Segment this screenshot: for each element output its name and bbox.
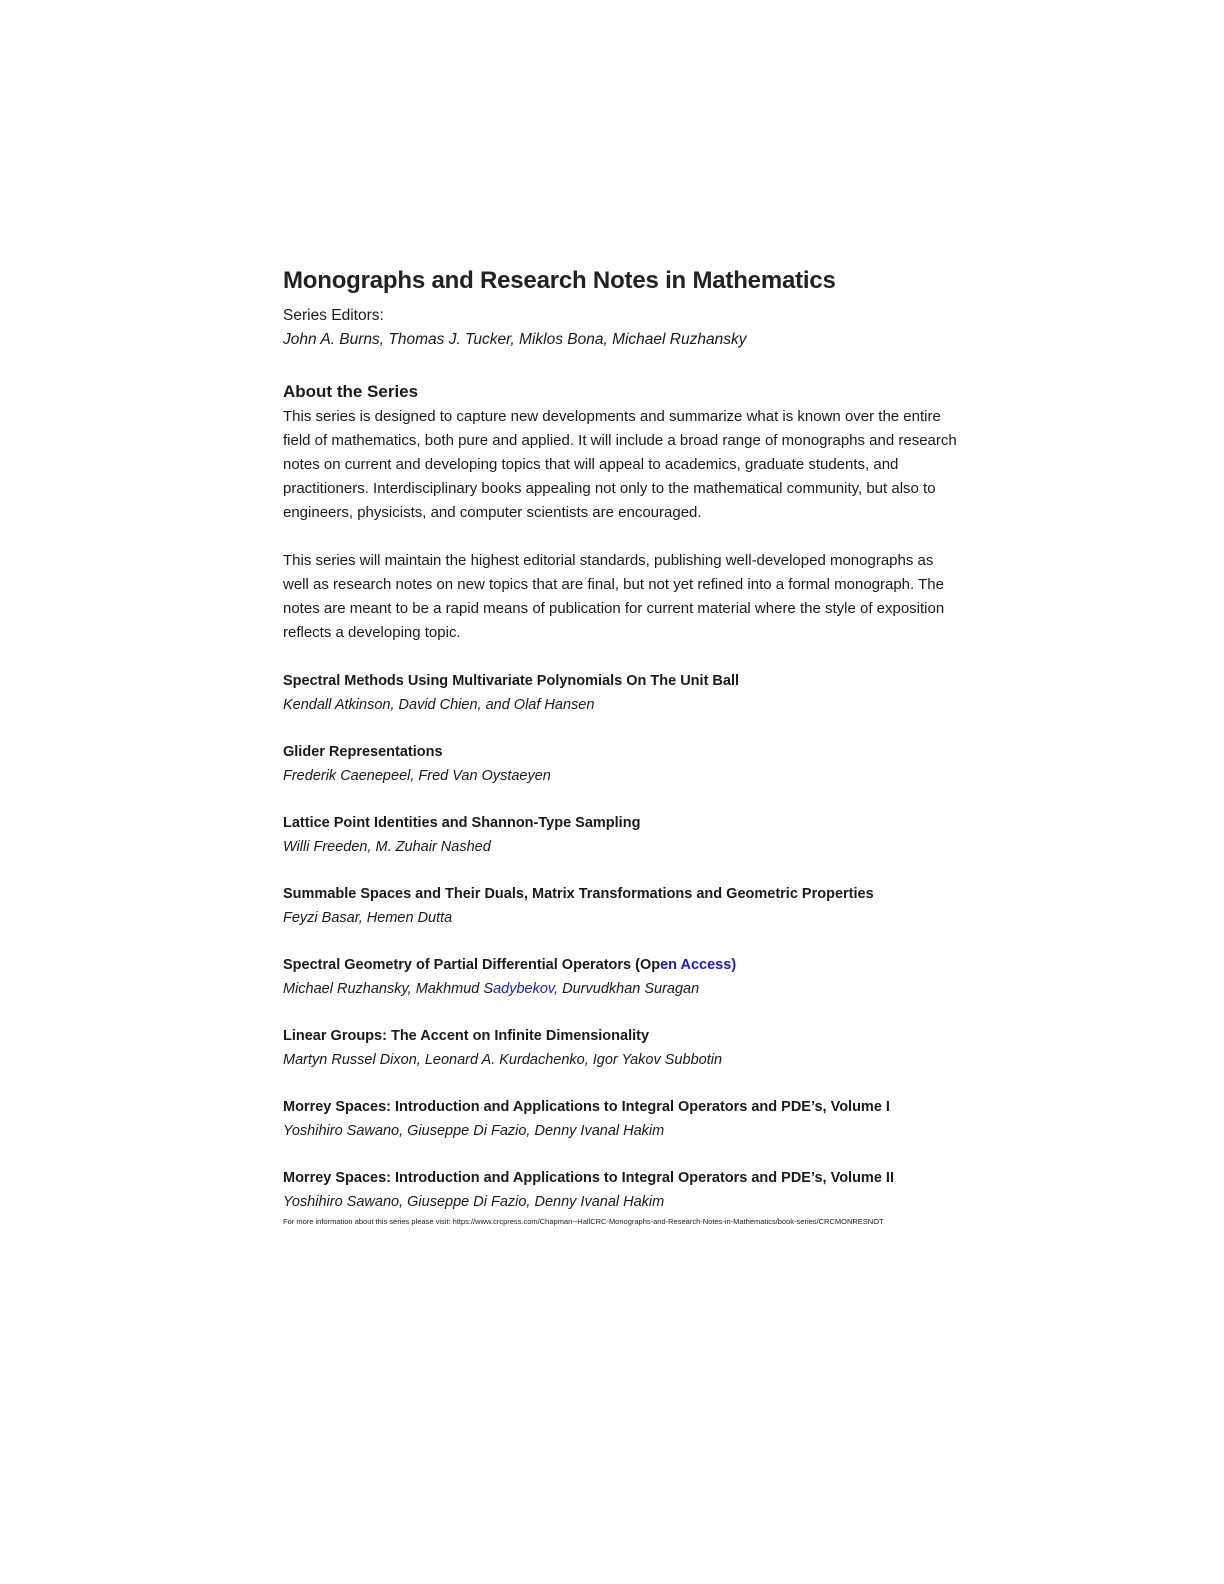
book-title xyxy=(283,953,963,977)
author-link[interactable]: adybekov, xyxy=(493,981,559,997)
book-list xyxy=(283,669,963,1214)
book-entry xyxy=(283,669,963,717)
book-title: Linear Groups: The Accent on Infinite Dimensionality xyxy=(283,1028,650,1044)
book-authors-text: Durvudkhan Suragan xyxy=(558,981,700,997)
series-editors-label: Series Editors: xyxy=(283,307,384,324)
book-authors: Martyn Russel Dixon, Leonard A. Kurdachenko, Igor Yakov Subbotin xyxy=(283,1052,723,1068)
series-editors-names: John A. Burns, Thomas J. Tucker, Miklos Bona, Michael Ruzhansky xyxy=(283,331,747,348)
document-page xyxy=(283,264,963,1228)
book-authors: Willi Freeden, M. Zuhair Nashed xyxy=(283,839,491,855)
book-title-text: Spectral Geometry of Partial Differential Operators (Op xyxy=(283,957,661,973)
book-title: Spectral Methods Using Multivariate Polynomials On The Unit Ball xyxy=(283,673,740,689)
series-title: Monographs and Research Notes in Mathematics xyxy=(283,267,836,294)
book-authors xyxy=(283,977,963,1001)
book-entry xyxy=(283,811,963,859)
book-title: Morrey Spaces: Introduction and Applications to Integral Operators and PDE’s, Volume II xyxy=(283,1170,894,1186)
about-paragraph: This series will maintain the highest editorial standards, publishing well-developed monographs as well as research notes on new topics that are final, but not yet refined into a formal monograph. The notes are meant to be a rapid means of publication for current material where the style of exposition reflects a developing topic. xyxy=(283,552,945,641)
book-entry xyxy=(283,882,963,930)
book-entry xyxy=(283,1024,963,1072)
open-access-link[interactable]: en Access) xyxy=(660,957,737,973)
book-entry xyxy=(283,740,963,788)
book-title: Summable Spaces and Their Duals, Matrix Transformations and Geometric Properties xyxy=(283,886,874,902)
book-authors: Yoshihiro Sawano, Giuseppe Di Fazio, Denny Ivanal Hakim xyxy=(283,1123,665,1139)
book-entry xyxy=(283,1166,963,1214)
book-authors: Yoshihiro Sawano, Giuseppe Di Fazio, Denny Ivanal Hakim xyxy=(283,1194,665,1210)
series-info-footnote: For more information about this series please visit: https://www.crcpress.com/Chapman--HallCRC-Monographs-and-Research-Notes-in-Mathematics/book-series/CRCMONRESNOT xyxy=(283,1217,884,1226)
book-title: Glider Representations xyxy=(283,744,443,760)
book-authors: Frederik Caenepeel, Fred Van Oystaeyen xyxy=(283,768,551,784)
book-entry xyxy=(283,1095,963,1143)
about-heading: About the Series xyxy=(283,382,419,401)
book-title: Morrey Spaces: Introduction and Applications to Integral Operators and PDE’s, Volume I xyxy=(283,1099,890,1115)
book-authors: Feyzi Basar, Hemen Dutta xyxy=(283,910,453,926)
book-entry xyxy=(283,953,963,1001)
about-paragraph: This series is designed to capture new developments and summarize what is known over the entire field of mathematics, both pure and applied. It will include a broad range of monographs and research notes on current and developing topics that will appeal to academics, graduate students, and practitioners. Interdisciplinary books appealing not only to the mathematical community, but also to engineers, physicists, and computer scientists are encouraged. xyxy=(283,408,957,521)
book-title: Lattice Point Identities and Shannon-Type Sampling xyxy=(283,815,641,831)
book-authors: Kendall Atkinson, David Chien, and Olaf Hansen xyxy=(283,697,595,713)
book-authors-text: Michael Ruzhansky, Makhmud S xyxy=(283,981,494,997)
